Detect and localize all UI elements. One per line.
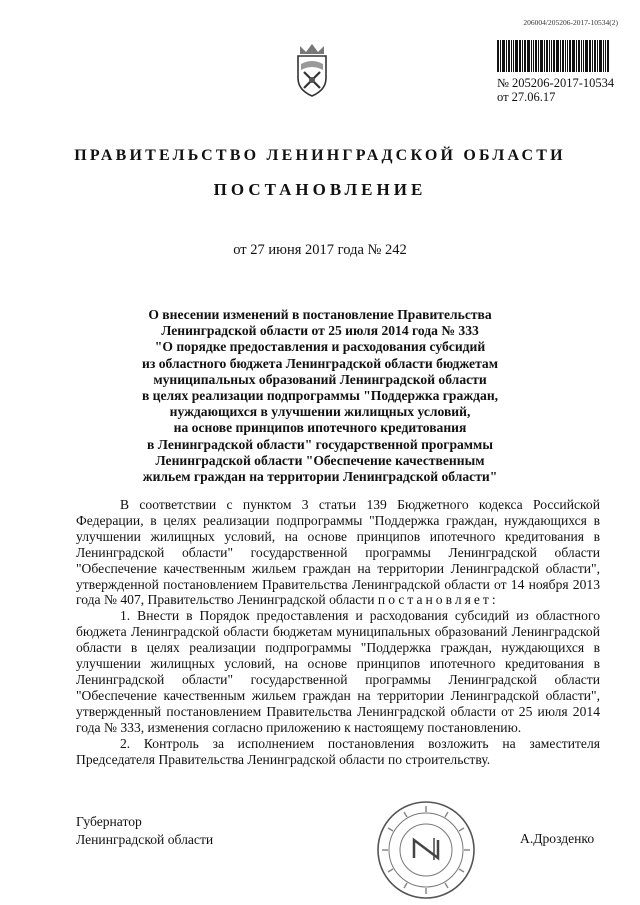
government-heading: ПРАВИТЕЛЬСТВО ЛЕНИНГРАДСКОЙ ОБЛАСТИ: [74, 147, 566, 164]
title-line: в Ленинградской области" государственной программы: [147, 436, 493, 452]
barcode-icon: [497, 40, 615, 72]
item-2-paragraph: 2. Контроль за исполнением постановления возложить на заместителя Председателя Правительства Ленинградской области по строительству.: [76, 735, 600, 767]
title-line: из областного бюджета Ленинградской области бюджетам: [142, 355, 498, 371]
resolve-verb: постановляет:: [377, 592, 499, 608]
coat-of-arms-icon: [292, 40, 332, 98]
signatory-title-line: Ленинградской области: [76, 832, 214, 847]
signatory-title-line: Губернатор: [76, 814, 142, 829]
title-line: Ленинградской области "Обеспечение качественным: [155, 452, 485, 468]
document-top-code: 206004/205206-2017-10534(2): [523, 18, 618, 27]
signatory-title: [76, 813, 213, 849]
registration-number: № 205206-2017-10534: [497, 76, 615, 90]
title-line: в целях реализации подпрограммы "Поддержка граждан,: [141, 388, 499, 404]
title-line: муниципальных образований Ленинградской области: [153, 371, 487, 387]
item-1-paragraph: 1. Внести в Порядок предоставления и расходования субсидий из областного бюджета Ленинградской области бюджетам муниципальных образований Ленинградской области в целях реализации подпрограммы "Поддержка граждан, нуждающихся в улучшении жилищных условий, на основе принципов ипотечного кредитования в Ленинградской области" государственной программы Ленинградской области "Обеспечение качественным жильем граждан на территории Ленинградской области", утвержденный постановлением Правительства Ленинградской области от 25 июля 2014 года № 333, изменения согласно приложению к настоящему постановлению.: [76, 608, 600, 735]
preamble-paragraph: [76, 497, 600, 608]
title-line: нуждающихся в улучшении жилищных условий,: [169, 404, 471, 420]
registration-block: [497, 76, 614, 104]
signatory-name: А.Дрозденко: [520, 831, 595, 846]
document-date-number: от 27 июня 2017 года № 242: [233, 242, 407, 258]
document-type: ПОСТАНОВЛЕНИЕ: [213, 180, 427, 199]
document-body: [76, 497, 600, 767]
title-line: Ленинградской области от 25 июля 2014 года № 333: [161, 323, 479, 339]
title-line: О внесении изменений в постановление Правительства: [148, 307, 492, 322]
preamble-text: В соответствии с пунктом 3 статьи 139 Бюджетного кодекса Российской Федерации, в целях реализации подпрограммы "Поддержка граждан, нуждающихся в улучшении жилищных условий, на основе принципов ипотечного кредитования в Ленинградской области" государственной программы Ленинградской области "Обеспечение качественным жильем граждан на территории Ленинградской области", утвержденной постановлением Правительства Ленинградской области от 14 ноября 2013 года № 407, Правительство Ленинградской области: [76, 497, 600, 608]
title-line: "О порядке предоставления и расходования субсидий: [154, 339, 486, 355]
document-title: [110, 307, 530, 485]
title-line: на основе принципов ипотечного кредитования: [173, 420, 467, 436]
title-line: жильем граждан на территории Ленинградской области": [142, 469, 498, 485]
official-seal-stamp-icon: [374, 798, 478, 902]
registration-date: от 27.06.17: [497, 90, 556, 104]
